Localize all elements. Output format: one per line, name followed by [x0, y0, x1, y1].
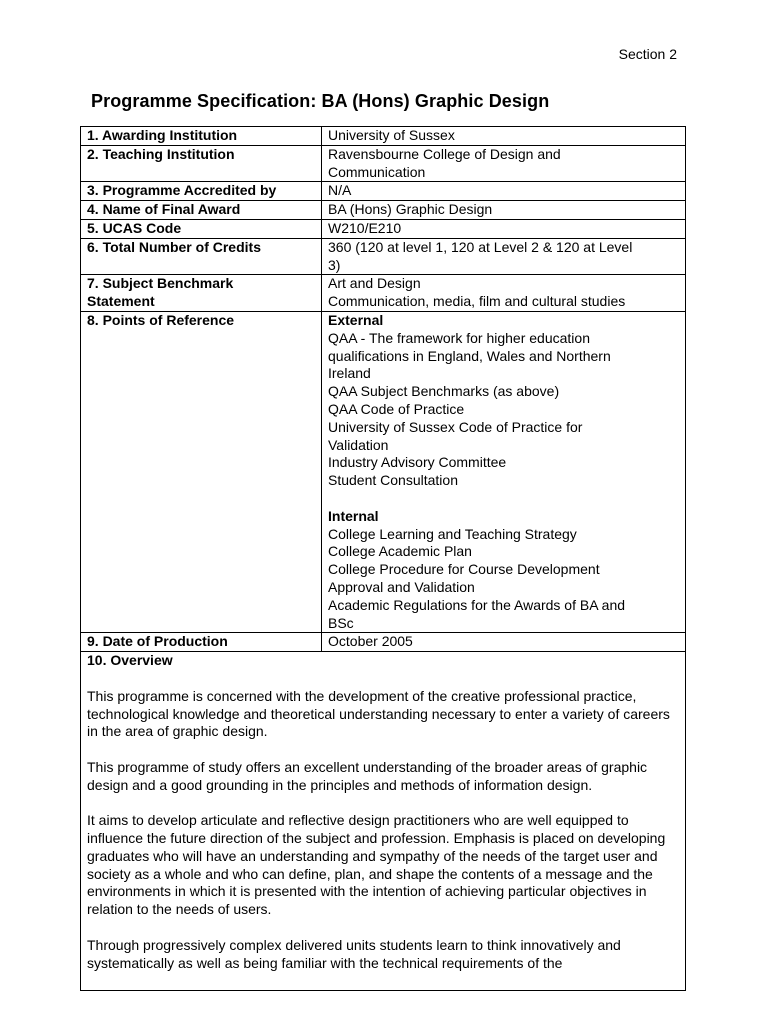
table-row [81, 201, 686, 220]
programme-spec-table [80, 126, 686, 991]
row-value: BA (Hons) Graphic Design [322, 201, 686, 220]
label-line: Statement [87, 293, 155, 310]
external-heading: External [328, 311, 384, 328]
internal-heading: Internal [328, 507, 379, 524]
reference-line: Approval and Validation [328, 578, 475, 595]
table-row [81, 182, 686, 201]
row-value: N/A [322, 182, 686, 201]
row-value [322, 311, 686, 632]
reference-line: Validation [328, 436, 389, 453]
value-line: Communication, media, film and cultural studies [328, 293, 626, 310]
table-row [81, 275, 686, 312]
overview-paragraph: It aims to develop articulate and reflective design practitioners who are well equipped to influence the future direction of the subject and profession. Emphasis is placed on developing graduates who will have an understanding and sympathy of the needs of the target user and society as a whole and who can define, plan, and shape the contents of a message and the environments in which it is presented with the intention of achieving particular objectives in relation to the needs of users. [87, 812, 666, 918]
row-value [322, 275, 686, 312]
row-label [81, 275, 322, 312]
section-label: Section 2 [618, 46, 677, 62]
value-line: 360 (120 at level 1, 120 at Level 2 & 120 at Level [328, 238, 633, 255]
table-row [81, 145, 686, 182]
reference-line: College Learning and Teaching Strategy [328, 525, 577, 542]
row-label: 1. Awarding Institution [81, 127, 322, 146]
row-label: 6. Total Number of Credits [81, 238, 322, 275]
reference-line: Industry Advisory Committee [328, 454, 507, 471]
row-label: 9. Date of Production [81, 633, 322, 652]
row-value: October 2005 [322, 633, 686, 652]
overview-paragraph: This programme of study offers an excellent understanding of the broader areas of graphic design and a good grounding in the principles and methods of information design. [87, 758, 648, 793]
overview-title: 10. Overview [87, 652, 173, 669]
row-value: University of Sussex [322, 127, 686, 146]
table-row [81, 238, 686, 275]
value-line: Art and Design [328, 275, 421, 292]
table-row [81, 127, 686, 146]
value-line: 3) [328, 256, 341, 273]
reference-line: qualifications in England, Wales and Northern [328, 347, 611, 364]
reference-line: College Academic Plan [328, 543, 472, 560]
row-label: 3. Programme Accredited by [81, 182, 322, 201]
overview-section [81, 652, 686, 991]
reference-line: Academic Regulations for the Awards of BA and [328, 596, 626, 613]
row-label: 4. Name of Final Award [81, 201, 322, 220]
reference-line: BSc [328, 614, 354, 631]
row-value [322, 145, 686, 182]
overview-paragraph: Through progressively complex delivered units students learn to think innovatively and systematically as well as being familiar with the technical requirements of the [87, 936, 621, 971]
reference-line: Ireland [328, 365, 371, 382]
reference-line: QAA Subject Benchmarks (as above) [328, 383, 560, 400]
reference-line: QAA - The framework for higher education [328, 329, 590, 346]
row-label: 2. Teaching Institution [81, 145, 322, 182]
row-value: W210/E210 [322, 219, 686, 238]
table-row [81, 219, 686, 238]
row-label: 5. UCAS Code [81, 219, 322, 238]
value-line: Ravensbourne College of Design and [328, 145, 561, 162]
value-line: Communication [328, 163, 426, 180]
overview-paragraph: This programme is concerned with the development of the creative professional practice, technological knowledge and theoretical understanding necessary to enter a variety of careers in the area of graphic design. [87, 687, 670, 740]
table-row [81, 311, 686, 632]
reference-line: College Procedure for Course Development [328, 561, 600, 578]
row-label: 8. Points of Reference [81, 311, 322, 632]
table-row [81, 652, 686, 991]
row-value [322, 238, 686, 275]
label-line: 7. Subject Benchmark [87, 275, 234, 292]
reference-line: Student Consultation [328, 472, 458, 489]
page-title: Programme Specification: BA (Hons) Graphic Design [91, 91, 550, 111]
reference-line: University of Sussex Code of Practice for [328, 418, 583, 435]
table-row [81, 633, 686, 652]
reference-line: QAA Code of Practice [328, 400, 465, 417]
spacer [328, 490, 679, 508]
